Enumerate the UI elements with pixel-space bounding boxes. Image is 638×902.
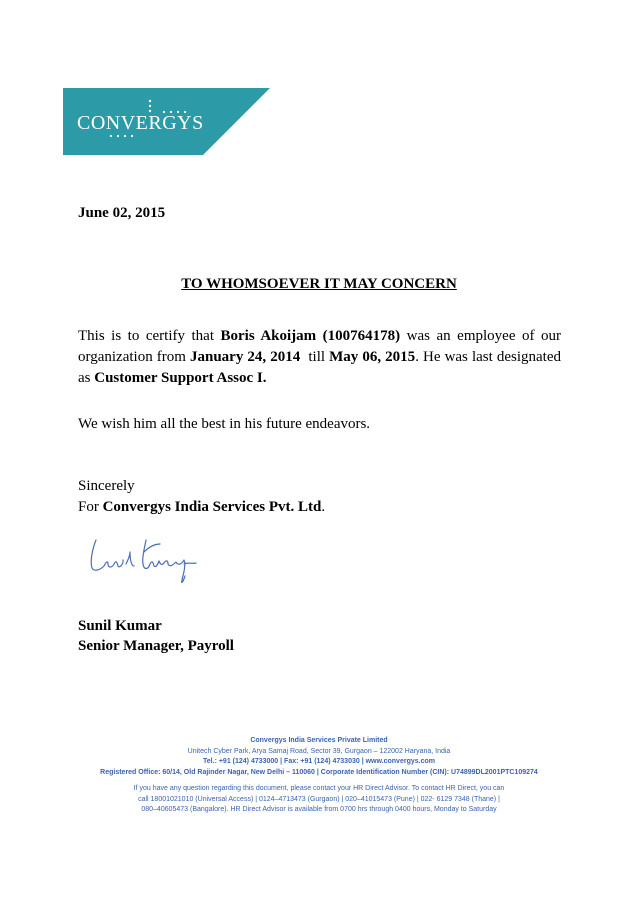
letter-footer [0,736,638,816]
wishes-line: We wish him all the best in his future endeavors. [78,416,371,432]
letter-date: June 02, 2015 [78,205,166,221]
logo-text: CONVERGYS [77,112,204,134]
start-date: January 24, 2014 [190,349,301,365]
footer-company: Convergys India Services Private Limited [250,737,388,744]
signer-name: Sunil Kumar [78,618,162,634]
employee-name: Boris Akoijam (100764178) [220,328,401,344]
footer-registered-office: Registered Office: 60/14, Old Rajinder Nagar, New Delhi – 110060 | Corporate Identification Number (CIN): U74899DL2001PTC109274 [100,768,538,776]
handwritten-signature [86,530,206,590]
footer-contact: Tel.: +91 (124) 4733000 | Fax: +91 (124) 4733030 | www.convergys.com [203,758,435,765]
signer-title: Senior Manager, Payroll [78,638,234,654]
company-logo [63,88,270,155]
designation: Customer Support Assoc I. [94,370,267,386]
company-name: Convergys India Services Pvt. Ltd [102,499,322,515]
closing: Sincerely [78,478,135,494]
footer-hr-line-1: If you have any question regarding this document, please contact your HR Direct Advisor. To contact HR Direct, you can [133,785,505,792]
letter-heading: TO WHOMSOEVER IT MAY CONCERN [181,276,457,292]
certification-paragraph: This is to certify that Boris Akoijam (100764178) was an employee of our organization from January 24, 2014 till May 06, 2015. He was last designated as Customer Support Assoc I. [78,328,562,386]
footer-address: Unitech Cyber Park, Arya Samaj Road, Sector 39, Gurgaon – 122002 Haryana, India [187,747,451,755]
end-date: May 06, 2015 [329,349,416,365]
for-company-line: For Convergys India Services Pvt. Ltd. [78,499,326,515]
footer-hr-line-3: 080–40605473 (Bangalore). HR Direct Advisor is available from 0700 hrs through 0400 hours, Monday to Saturday [141,806,497,813]
footer-hr-line-2: call 18001021010 (Universal Access) | 0124–4713473 (Gurgaon) | 020–41015473 (Pune) | 022- 6129 7348 (Thane) | [138,795,500,803]
